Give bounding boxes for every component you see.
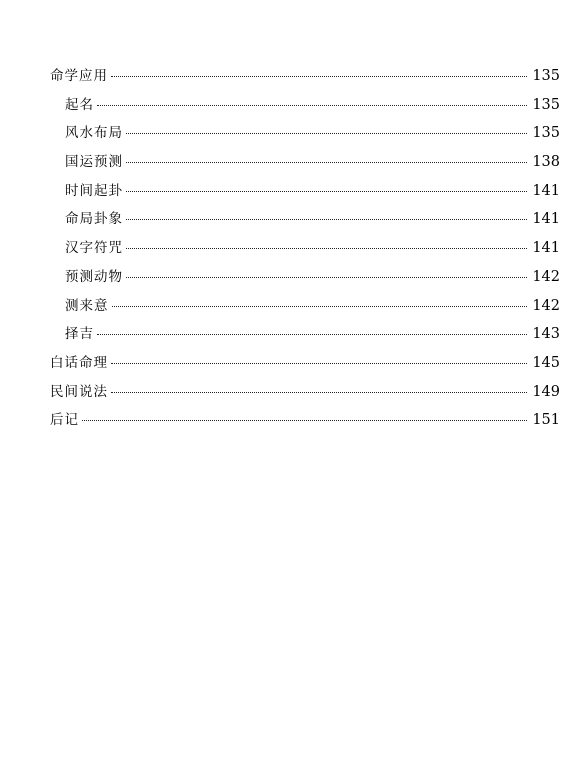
table-of-contents	[50, 62, 560, 435]
toc-entry-ce-laiyi	[50, 292, 560, 321]
toc-entry-page: 151	[532, 412, 560, 429]
dot-leader	[126, 219, 527, 220]
dot-leader	[126, 162, 527, 163]
toc-entry-title: 后记	[50, 412, 79, 429]
dot-leader	[126, 277, 527, 278]
toc-entry-page: 142	[532, 297, 560, 314]
toc-entry-baihua-mingli	[50, 349, 560, 378]
toc-entry-page: 143	[532, 326, 560, 343]
toc-entry-mingxue-yingyong	[50, 62, 560, 91]
toc-entry-hanzi-fuzhou	[50, 234, 560, 263]
dot-leader	[126, 191, 527, 192]
toc-entry-title: 命局卦象	[65, 211, 123, 228]
toc-entry-page: 135	[532, 96, 560, 113]
toc-entry-page: 141	[532, 211, 560, 228]
toc-entry-page: 135	[532, 125, 560, 142]
toc-entry-title: 时间起卦	[65, 182, 123, 199]
toc-entry-shijian-qigua	[50, 177, 560, 206]
toc-entry-minjian-shuofa	[50, 378, 560, 407]
dot-leader	[112, 306, 528, 307]
toc-entry-page: 141	[532, 182, 560, 199]
toc-entry-title: 测来意	[65, 297, 109, 314]
toc-entry-page: 141	[532, 240, 560, 257]
toc-entry-yuce-dongwu	[50, 263, 560, 292]
toc-entry-title: 起名	[65, 96, 94, 113]
dot-leader	[111, 363, 527, 364]
toc-entry-page: 138	[532, 154, 560, 171]
toc-entry-title: 汉字符咒	[65, 240, 123, 257]
toc-entry-title: 白话命理	[50, 354, 108, 371]
dot-leader	[126, 248, 527, 249]
toc-entry-title: 国运预测	[65, 154, 123, 171]
toc-entry-title: 风水布局	[65, 125, 123, 142]
toc-entry-mingju-guaxiang	[50, 205, 560, 234]
toc-entry-houji	[50, 406, 560, 435]
toc-entry-title: 预测动物	[65, 268, 123, 285]
toc-entry-qiming	[50, 91, 560, 120]
toc-entry-page: 145	[532, 354, 560, 371]
toc-entry-title: 民间说法	[50, 383, 108, 400]
toc-entry-zeji	[50, 320, 560, 349]
dot-leader	[82, 420, 527, 421]
toc-entry-title: 命学应用	[50, 68, 108, 84]
toc-entry-title: 择吉	[65, 326, 94, 343]
toc-entry-page: 142	[532, 268, 560, 285]
toc-entry-guoyun-yuce	[50, 148, 560, 177]
dot-leader	[111, 76, 527, 77]
dot-leader	[97, 105, 527, 106]
toc-entry-fengshui-buju	[50, 119, 560, 148]
toc-entry-page: 135	[532, 68, 560, 84]
dot-leader	[97, 334, 527, 335]
toc-entry-page: 149	[532, 383, 560, 400]
dot-leader	[126, 133, 527, 134]
dot-leader	[111, 392, 527, 393]
